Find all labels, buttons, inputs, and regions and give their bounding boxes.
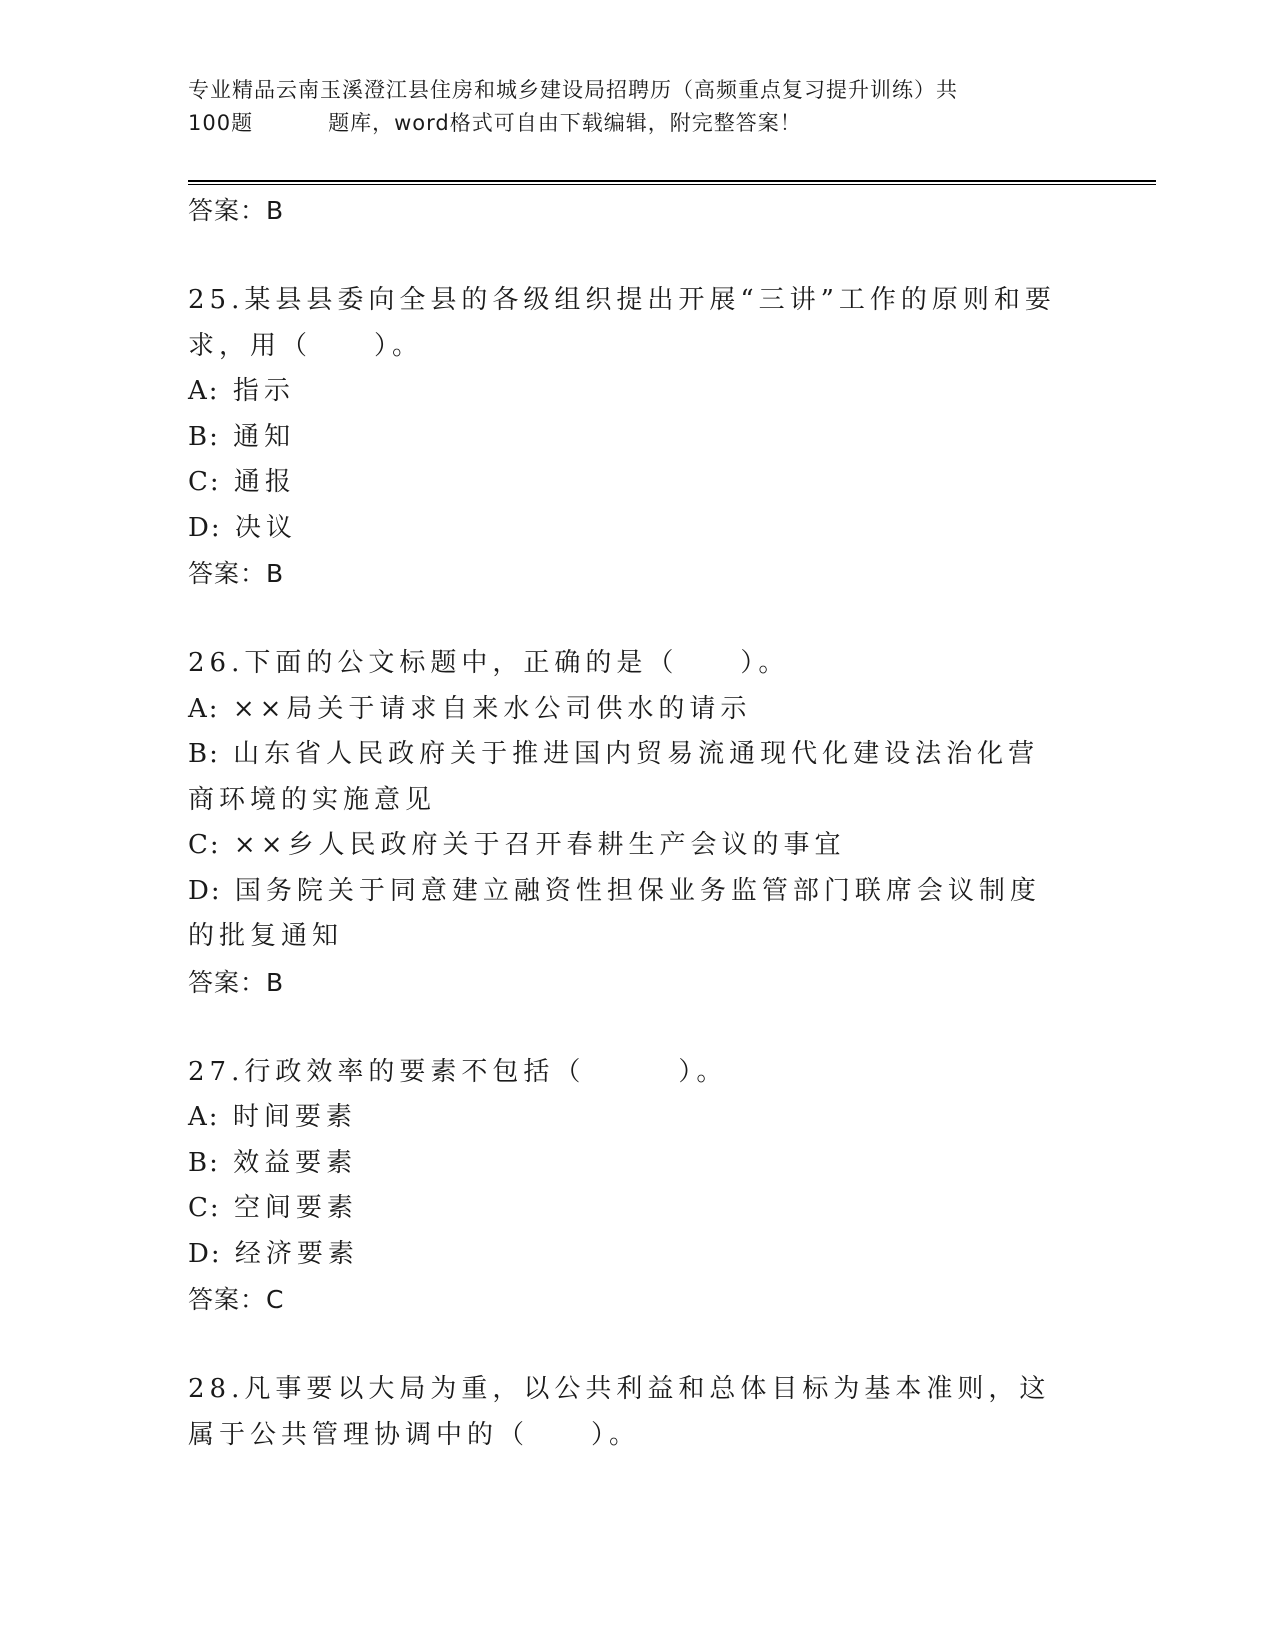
option-text: 山东省人民政府关于推进国内贸易流通现代化建设法治化营商环境的实施意见	[188, 739, 1040, 815]
option-letter: D:	[188, 875, 222, 906]
option-text: 指示	[232, 376, 295, 406]
option-a	[188, 369, 1068, 415]
option-a	[188, 687, 1068, 733]
header-question-count: 100题	[188, 111, 254, 135]
option-letter: A:	[188, 693, 220, 724]
option-text: 国务院关于同意建立融资性担保业务监管部门联席会议制度的批复通知	[188, 875, 1041, 951]
header-divider-thin	[188, 184, 1156, 185]
header-line-2	[188, 107, 1068, 140]
question-stem: 26.下面的公文标题中，正确的是（ ）。	[188, 648, 790, 678]
previous-answer: 答案：B	[188, 196, 285, 225]
option-text: ××局关于请求自来水公司供水的请示	[232, 693, 752, 724]
option-c	[188, 460, 1068, 506]
option-text: 决议	[234, 512, 297, 543]
question-list	[188, 188, 1068, 1458]
option-c	[188, 1186, 1068, 1232]
option-letter: C:	[188, 1193, 221, 1223]
option-text: 空间要素	[233, 1193, 358, 1223]
option-letter: B:	[188, 739, 220, 769]
option-d	[188, 1232, 1068, 1278]
option-text: 效益要素	[233, 1147, 358, 1178]
option-letter: A:	[188, 376, 220, 406]
option-letter: C:	[188, 830, 221, 860]
question-stem: 28.凡事要以大局为重，以公共利益和总体目标为基本准则，这属于公共管理协调中的（ ）。	[188, 1374, 1051, 1450]
option-letter: D:	[188, 512, 222, 543]
question-stem: 25.某县县委向全县的各级组织提出开展“三讲”工作的原则和要求，用（ ）。	[188, 285, 1056, 361]
option-text: ××乡人民政府关于召开春耕生产会议的事宜	[233, 830, 846, 860]
question-28	[188, 1367, 1068, 1458]
question-26	[188, 641, 1068, 1006]
option-text: 时间要素	[232, 1102, 357, 1132]
answer: 答案：B	[188, 559, 285, 588]
question-25	[188, 278, 1068, 597]
option-text: 通知	[233, 421, 296, 452]
option-letter: D:	[188, 1238, 222, 1269]
answer: 答案：B	[188, 967, 285, 997]
option-letter: A:	[188, 1102, 220, 1132]
header-line-1: 专业精品云南玉溪澄江县住房和城乡建设局招聘历（高频重点复习提升训练）共	[188, 78, 958, 102]
header-description: 题库，word格式可自由下载编辑，附完整答案！	[328, 111, 802, 135]
document-header	[188, 74, 1068, 140]
option-text: 通报	[233, 467, 296, 497]
option-letter: C:	[188, 467, 221, 497]
option-letter: B:	[188, 421, 220, 452]
header-divider-thick	[188, 180, 1156, 182]
option-d	[188, 506, 1068, 552]
option-letter: B:	[188, 1147, 220, 1178]
option-c	[188, 823, 1068, 869]
option-a	[188, 1095, 1068, 1141]
question-27	[188, 1050, 1068, 1324]
option-text: 经济要素	[234, 1238, 359, 1269]
option-b	[188, 1141, 1068, 1187]
option-d	[188, 869, 1068, 960]
option-b	[188, 732, 1068, 823]
option-b	[188, 415, 1068, 461]
question-stem: 27.行政效率的要素不包括（ ）。	[188, 1056, 728, 1087]
answer: 答案：C	[188, 1285, 285, 1314]
